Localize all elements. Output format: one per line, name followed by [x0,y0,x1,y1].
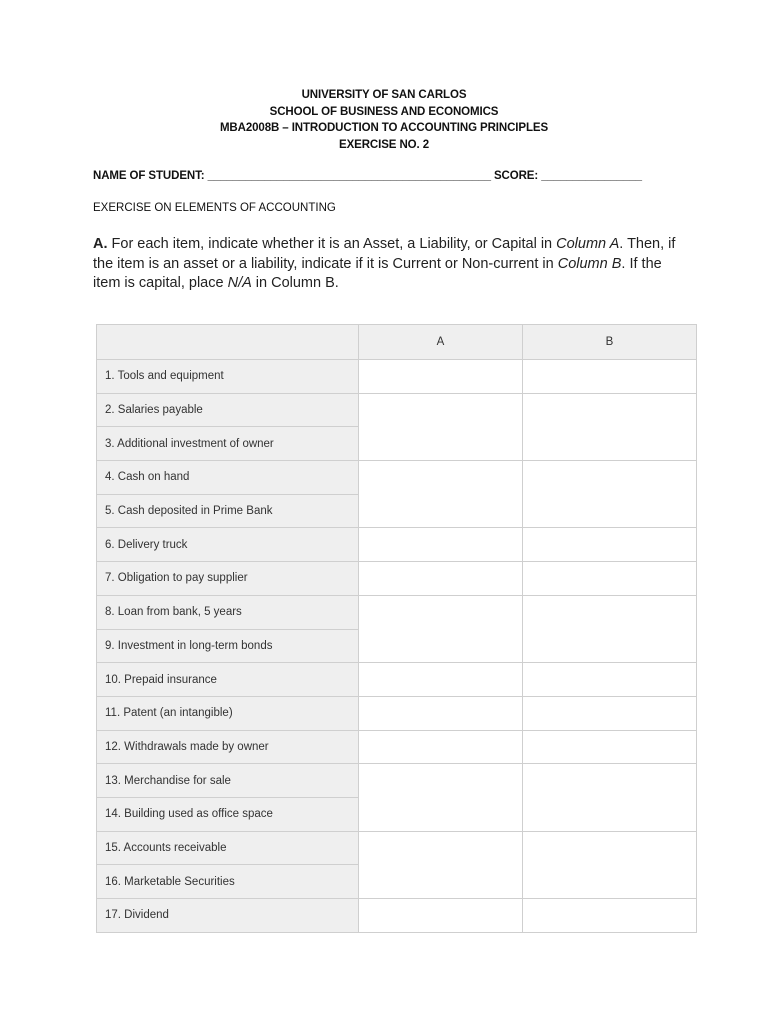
answer-cell-b[interactable] [523,696,697,730]
answer-cell-b[interactable] [523,730,697,764]
answer-cell-a[interactable] [359,696,523,730]
header-item-column [97,325,359,360]
instructions-text-4: in Column B. [251,275,339,291]
table-row [97,360,697,394]
instructions-text-3: . If the item is capital, place [93,255,662,291]
answer-cell-b[interactable] [523,899,697,933]
answer-cell-a[interactable] [359,562,523,596]
item-label: 16. Marketable Securities [97,865,359,899]
answer-cell-a[interactable] [359,461,523,528]
item-label: 3. Additional investment of owner [97,427,359,461]
instructions-emphasis-na: N/A [227,275,252,291]
exercise-number: EXERCISE NO. 2 [339,138,429,151]
table-row [97,764,697,798]
answer-cell-b[interactable] [523,831,697,898]
item-label: 8. Loan from bank, 5 years [97,595,359,629]
item-label: 5. Cash deposited in Prime Bank [97,494,359,528]
university-name: UNIVERSITY OF SAN CARLOS [301,89,467,101]
answer-cell-b[interactable] [523,461,697,528]
table-row [97,528,697,562]
answer-cell-b[interactable] [523,764,697,831]
item-label: 13. Merchandise for sale [97,764,359,798]
item-label: 10. Prepaid insurance [97,663,359,697]
item-label: 4. Cash on hand [97,461,359,495]
instructions-paragraph [93,235,693,294]
answer-cell-b[interactable] [523,663,697,697]
table-row [97,663,697,697]
elements-table [96,324,697,933]
instructions-text-1: For each item, indicate whether it is an Asset, a Liability, or Capital in [107,236,557,252]
document-header [0,87,768,153]
item-label: 2. Salaries payable [97,393,359,427]
table-row [97,696,697,730]
instructions-text-2: . Then, if the item is an asset or a liability, indicate if it is Current or Non-current in [93,236,676,272]
table-row [97,562,697,596]
answer-cell-a[interactable] [359,730,523,764]
table-row [97,899,697,933]
instructions-emphasis-column-b: Column B [557,255,622,272]
item-label: 9. Investment in long-term bonds [97,629,359,663]
answer-cell-b[interactable] [523,528,697,562]
answer-cell-b[interactable] [523,595,697,662]
answer-cell-a[interactable] [359,764,523,831]
answer-cell-a[interactable] [359,393,523,460]
item-label: 1. Tools and equipment [97,360,359,394]
item-label: 17. Dividend [97,899,359,933]
answer-cell-a[interactable] [359,831,523,898]
student-name-score-line[interactable]: NAME OF STUDENT: _____________________________________________ SCORE: ________________ [93,170,642,182]
answer-cell-b[interactable] [523,393,697,460]
school-name: SCHOOL OF BUSINESS AND ECONOMICS [269,105,499,118]
instructions-label: A. [93,236,108,252]
table-row [97,393,697,427]
answer-cell-a[interactable] [359,528,523,562]
answer-cell-b[interactable] [523,562,697,596]
item-label: 14. Building used as office space [97,797,359,831]
table-row [97,730,697,764]
table-row [97,595,697,629]
answer-cell-a[interactable] [359,595,523,662]
item-label: 12. Withdrawals made by owner [97,730,359,764]
header-column-b: B [523,325,697,360]
table-header-row [97,325,697,360]
answer-cell-a[interactable] [359,899,523,933]
header-column-a: A [359,325,523,360]
item-label: 15. Accounts receivable [97,831,359,865]
answer-cell-b[interactable] [523,360,697,394]
exercise-title: EXERCISE ON ELEMENTS OF ACCOUNTING [93,202,336,214]
item-label: 11. Patent (an intangible) [97,696,359,730]
answer-cell-a[interactable] [359,360,523,394]
instructions-emphasis-column-a: Column A [556,236,620,252]
answer-cell-a[interactable] [359,663,523,697]
item-label: 6. Delivery truck [97,528,359,562]
course-title: MBA2008B – INTRODUCTION TO ACCOUNTING PRINCIPLES [219,122,549,134]
item-label: 7. Obligation to pay supplier [97,562,359,596]
table-row [97,461,697,495]
table-row [97,831,697,865]
